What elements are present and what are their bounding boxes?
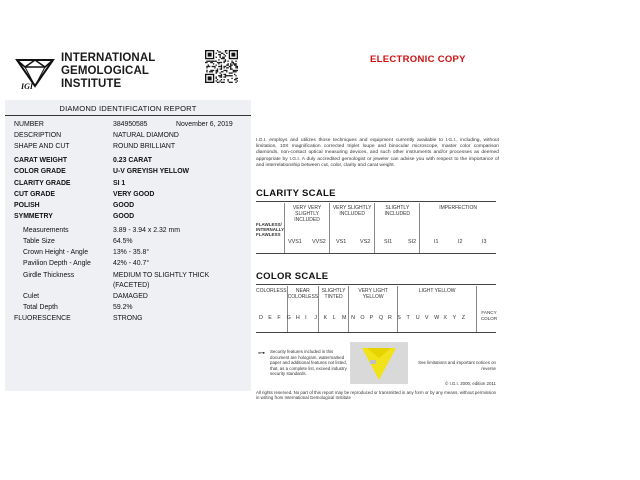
color-grade-letter: F [277, 315, 281, 321]
report-row-value: NATURAL DIAMOND [113, 132, 179, 140]
report-row [5, 201, 251, 211]
clarity-divider [256, 201, 496, 202]
report-row-value: 59.2% [113, 303, 133, 311]
fancy-color-label: FANCY COLOR [480, 310, 498, 321]
limitations-note: See limitations and important notices on reverse [418, 360, 496, 371]
clarity-grades [256, 239, 496, 251]
report-row-value: SI 1 [113, 179, 126, 187]
report-row [5, 259, 251, 269]
report-row-value: 0.23 CARAT [113, 157, 152, 165]
color-group-very-light-yellow: VERY LIGHT YELLOW [349, 286, 398, 332]
grade-si1: SI1 [384, 239, 393, 245]
grade-vs1: VS1 [336, 239, 347, 245]
report-row [5, 248, 251, 258]
report-row-label: SHAPE AND CUT [14, 143, 70, 151]
color-group-light-yellow: LIGHT YELLOW [398, 286, 477, 332]
color-grade-letter: S [397, 315, 401, 321]
report-row-value: MEDIUM TO SLIGHTLY THICK (FACETED) [113, 271, 210, 289]
grade-si2: SI2 [408, 239, 417, 245]
grade-vs2: VS2 [360, 239, 371, 245]
color-grade-letter: X [443, 315, 447, 321]
report-row-value: 384950585 [113, 121, 148, 128]
report-row [5, 292, 251, 302]
color-grade-letter: K [323, 315, 328, 321]
hologram [350, 342, 408, 384]
clarity-bottom-line [256, 253, 496, 254]
report-panel [5, 46, 251, 391]
report-row [5, 167, 251, 177]
color-divider [256, 284, 496, 285]
report-row-label: Measurements [23, 226, 69, 234]
color-group-near-colorless: NEAR COLORLESS [287, 286, 319, 332]
report-row-label: FLUORESCENCE [14, 315, 71, 322]
report-row-label: COLOR GRADE [14, 168, 66, 176]
report-row-label: CARAT WEIGHT [14, 157, 68, 165]
report-row-value: GOOD [113, 213, 135, 221]
report-row [5, 131, 251, 141]
color-grade-letter: Z [461, 315, 466, 321]
igi-diamond-logo-icon [11, 52, 59, 90]
grade-i3: I3 [482, 239, 487, 245]
report-row-label: NUMBER [14, 121, 44, 128]
report-row-label: Crown Height - Angle [23, 249, 89, 257]
report-row [5, 271, 251, 291]
brand-line: GEMOLOGICAL [61, 65, 149, 77]
color-grade-letter: P [369, 315, 374, 321]
color-scale-title: COLOR SCALE [256, 271, 329, 282]
report-row [5, 212, 251, 222]
hologram-diamond-icon [350, 342, 408, 384]
report-row-label: Girdle Thickness [23, 271, 75, 279]
report-row-value: ROUND BRILLIANT [113, 143, 176, 151]
report-row-label: POLISH [14, 201, 40, 209]
clarity-scale-title: CLARITY SCALE [256, 188, 336, 199]
report-row [5, 303, 251, 313]
grade-vvs1: VVS1 [288, 239, 302, 245]
report-row-value: U-V GREYISH YELLOW [113, 168, 190, 176]
report-header [5, 46, 251, 100]
report-row [5, 179, 251, 189]
color-grade-letter: T [406, 315, 410, 321]
report-row [5, 156, 251, 166]
report-details [5, 100, 251, 391]
color-grade-letter: G [286, 315, 291, 321]
grade-vvs2: VVS2 [312, 239, 326, 245]
color-grade-letter: L [332, 315, 336, 321]
report-title: DIAMOND IDENTIFICATION REPORT [5, 102, 251, 116]
disclaimer-text: I.G.I. employs and utilizes those techniques and equipment currently available to I.G.I., including, without limitation, 10X magnification corrected triplet loupe and binocular microscope, master color comparison diamonds, non-contact optical measuring devices, and such other instruments and/or processes as deemed appropriate by I.G.I. A duly accredited gemologist or jeweler can advise you with respect to the importance of and interrelationship between cut, color, clarity and carat weight. [256, 138, 499, 168]
color-grade-letter: M [341, 315, 347, 321]
color-grade-letter: R [388, 315, 392, 321]
clarity-group-si: SLIGHTLY INCLUDED [375, 203, 420, 253]
clarity-group-fl: FLAWLESS/ INTERNALLY FLAWLESS [256, 221, 285, 237]
report-row-label: Total Depth [23, 303, 58, 311]
color-grade-letter: H [295, 315, 300, 321]
color-grade-letter: V [424, 315, 429, 321]
clarity-group-vs: VERY SLIGHTLY INCLUDED [330, 203, 375, 253]
report-row-label: SYMMETRY [14, 213, 53, 221]
color-group-colorless: COLORLESS [256, 288, 287, 294]
color-grade-letter: E [268, 315, 272, 321]
report-row-label: Pavilion Depth - Angle [23, 260, 91, 268]
logo-monogram: IGI [21, 82, 34, 90]
copyright: © I.G.I. 2000, edition 2011 [445, 381, 496, 386]
report-row-value: GOOD [113, 201, 135, 209]
report-row-value: 13% - 35.8° [113, 249, 150, 257]
report-date: November 6, 2019 [176, 121, 233, 128]
brand-line: INTERNATIONAL [61, 52, 156, 64]
report-row-value: VERY GOOD [113, 190, 155, 198]
rights-reserved: All rights reserved. No part of this report may be reproduced or transmitted in any form or by any means, without permission in writing from International Gemological Institute [256, 390, 497, 401]
report-row-value: 3.89 - 3.94 x 2.32 mm [113, 226, 181, 234]
report-row-value: 42% - 40.7° [113, 260, 150, 268]
report-row-label: Table Size [23, 238, 55, 245]
report-row [5, 226, 251, 236]
report-row [5, 142, 251, 152]
security-note: Security features included in this document are hologram, watermarked paper and additional features not listed, that, as a complete list, exceed industry security standards. [270, 349, 347, 376]
color-grade-letter: U [415, 315, 420, 321]
report-row-value: STRONG [113, 315, 143, 322]
report-row-label: CLARITY GRADE [14, 179, 71, 187]
clarity-group-vvs: VERY VERY SLIGHTLY INCLUDED [285, 203, 330, 253]
color-grade-letter: J [314, 315, 317, 321]
color-grade-letter: Q [378, 315, 384, 321]
report-row [5, 190, 251, 200]
clarity-group-i: IMPERFECTION [420, 203, 496, 253]
report-row-value: 64.5% [113, 238, 133, 245]
brand-line: INSTITUTE [61, 78, 122, 90]
report-row-value: DAMAGED [113, 292, 148, 300]
color-bottom-line [256, 332, 496, 333]
color-grade-letter: D [259, 315, 263, 321]
color-grade-letter: O [360, 315, 365, 321]
color-grade-letter: N [351, 315, 356, 321]
color-grade-letter: W [434, 315, 440, 321]
color-grade-letter: Y [452, 315, 457, 321]
color-group-slightly-tinted: SLIGHTLY TINTED [319, 286, 349, 332]
report-row [5, 237, 251, 247]
report-row-label: CUT GRADE [14, 190, 55, 198]
key-icon: ⊶ [258, 350, 265, 357]
brand-name [61, 52, 155, 91]
grade-i1: I1 [434, 239, 439, 245]
qr-code-icon [205, 50, 238, 83]
report-row [5, 314, 251, 324]
color-grade-letters [256, 315, 496, 327]
grade-i2: I2 [458, 239, 463, 245]
color-grade-letter: I [305, 315, 307, 321]
electronic-copy-label: ELECTRONIC COPY [370, 54, 466, 65]
report-row [5, 120, 251, 130]
report-row-label: Culet [23, 292, 40, 300]
report-row-label: DESCRIPTION [14, 132, 62, 140]
